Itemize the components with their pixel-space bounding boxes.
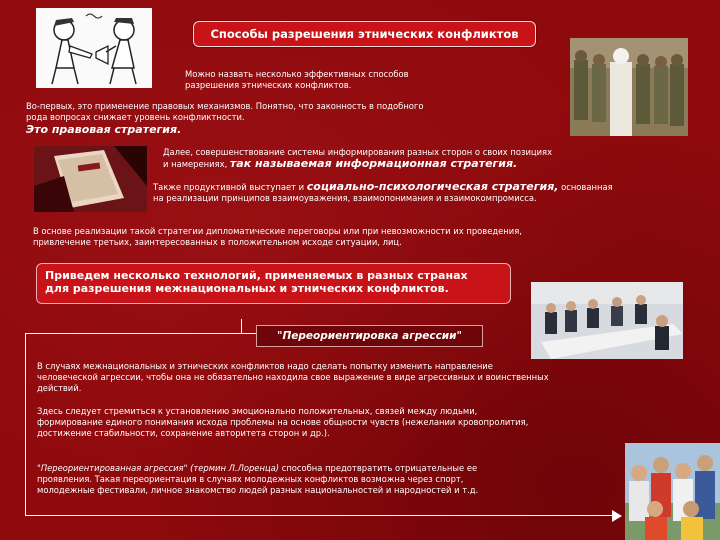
bracket-tick [241,319,242,334]
reorientation-p1-line-2: человеческой агрессии, чтобы она не обязательно находила свое выражение в виде агрессивных и воинственных [37,372,549,382]
reorientation-p1-line-3: действий. [37,383,82,393]
reorientation-p3-line-1 [37,463,478,474]
legal-strategy-label: Это правовая стратегия. [26,123,182,136]
diplomacy-line-2: привлечение третьих, заинтересованных в положительном исходе ситуации, лиц. [33,237,402,247]
info-paragraph [163,147,552,170]
diplomacy-paragraph [33,226,522,248]
youth-photo [625,443,720,540]
youth-drawing [625,443,720,540]
social-paragraph [153,181,613,204]
reorientation-p3-line-3: молодежные фестивали, личное знакомство людей разных национальностей и народностей и т.д. [37,485,479,495]
cartoon-image [36,8,152,88]
meeting-drawing [531,282,683,359]
reorientation-paragraph-3 [37,463,478,496]
info-line-2 [163,158,552,170]
reorientation-quote: "Переориентированная агрессия" (термин Л.Лоренца) [37,463,280,473]
reorientation-p2-line-1: Здесь следует стремиться к установлению эмоционально положительных, связей между людьми, [37,406,478,416]
reorientation-p1-line-1: В случаях межнациональных и этнических конфликтов надо сделать попытку изменить направление [37,361,493,371]
soldiers-drawing [570,38,688,136]
law-book-drawing [34,146,147,212]
technologies-line-2: для разрешения межнациональных и этнических конфликтов. [45,282,449,295]
technologies-line-1: Приведем несколько технологий, применяемых в разных странах [45,269,468,282]
reorientation-p3-rest: способна предотвратить отрицательные ее [279,463,478,473]
reorientation-title: "Переориентировка агрессии" [256,325,483,347]
cartoon-drawing [36,8,152,88]
bracket-line-top [25,333,256,334]
social-strategy-label: социально-психологическая стратегия, [306,180,559,193]
bracket-line-bottom [25,515,615,516]
info-strategy-label: так называемая информационная стратегия. [229,157,518,170]
reorientation-p2-line-3: достижение стабильности, сохранение авторитета сторон и др.). [37,428,330,438]
reorientation-p3-line-2: проявления. Такая переориентация в случаях молодежных конфликтов возможна через спорт, [37,474,464,484]
slide-title: Способы разрешения этнических конфликтов [193,21,536,47]
technologies-box [36,263,511,304]
legal-line-1: Во-первых, это применение правовых механизмов. Понятно, что законность в подобного [26,101,424,111]
intro-line-1: Можно назвать несколько эффективных способов [185,69,409,79]
reorientation-paragraph-2 [37,406,528,439]
intro-text [185,69,409,91]
social-prefix: Также продуктивной выступает и [153,182,307,192]
reorientation-paragraph-1 [37,361,549,394]
meeting-photo [531,282,683,359]
reorientation-p2-line-2: формирование единого понимания исхода проблемы на основе общности чувств (нежелании кровопролития, [37,417,529,427]
social-line-2: на реализации принципов взаимоуважения, взаимопонимания и взаимокомпромисса. [153,193,537,203]
info-line-1: Далее, совершенствование системы информирования разных сторон о своих позициях [163,147,553,157]
social-line-1 [153,181,613,193]
diplomacy-line-1: В основе реализации такой стратегии дипломатические переговоры или при невозможности их проведения, [33,226,522,236]
law-book-photo [34,146,147,212]
legal-paragraph [26,101,423,136]
bracket-line-left [25,333,26,516]
arrow-head [612,510,622,522]
soldiers-photo [570,38,688,136]
social-suffix: основанная [558,182,613,192]
legal-line-2: рода вопросах снижает уровень конфликтности. [26,112,245,122]
intro-line-2: разрешения этнических конфликтов. [185,80,352,90]
info-line-2-prefix: и намерениях, [163,159,230,169]
